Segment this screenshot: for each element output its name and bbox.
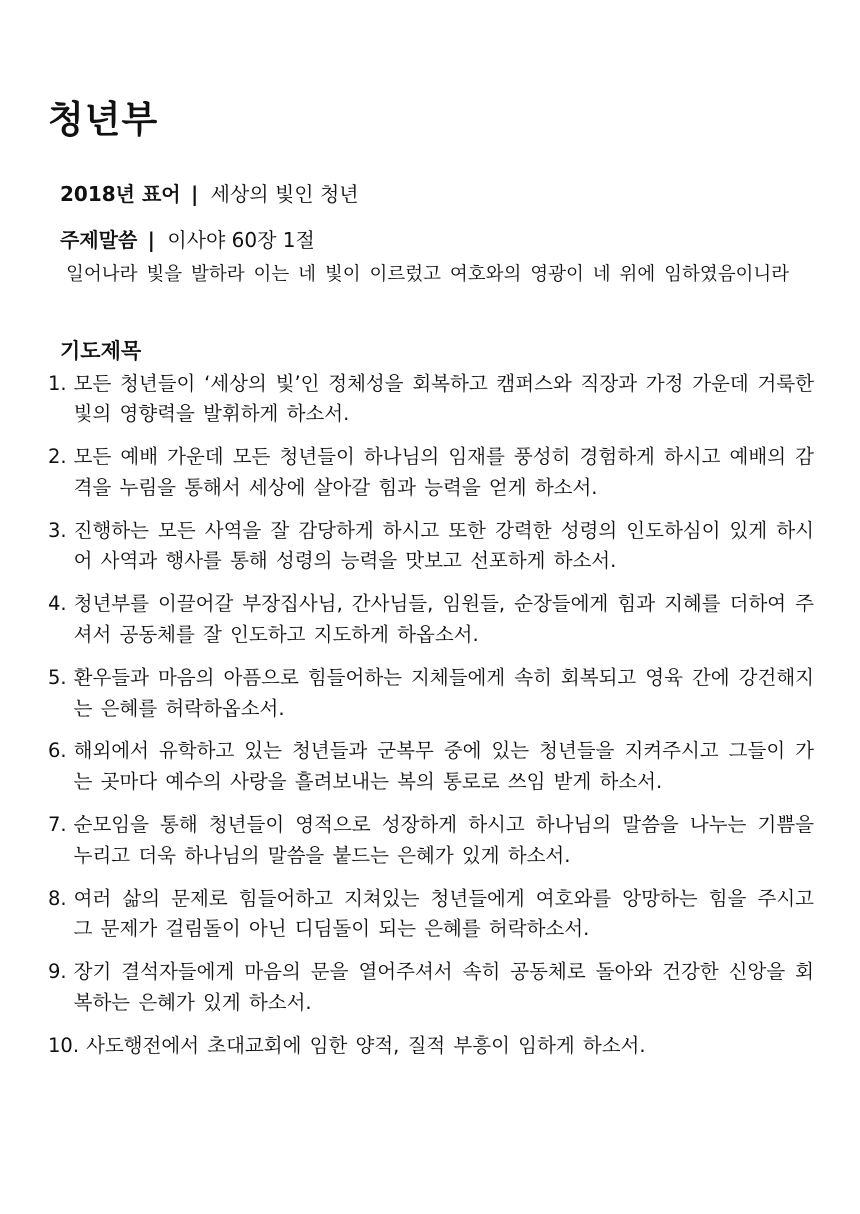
motto-label: 2018년 표어 xyxy=(60,181,181,206)
prayer-item-text: 해외에서 유학하고 있는 청년들과 군복무 중에 있는 청년들을 지켜주시고 그들이 가는 곳마다 예수의 사랑을 흘려보내는 복의 통로로 쓰임 받게 하소서. xyxy=(73,739,814,794)
prayer-item-number: 5. xyxy=(48,665,67,689)
prayer-item-text: 모든 예배 가운데 모든 청년들이 하나님의 임재를 풍성히 경험하게 하시고 예배의 감격을 누림을 통해서 세상에 살아갈 힘과 능력을 얻게 하소서. xyxy=(73,445,814,499)
prayer-section-heading: 기도제목 xyxy=(60,338,142,363)
prayer-list xyxy=(48,369,814,1062)
prayer-item-text: 여러 삶의 문제로 힘들어하고 지쳐있는 청년들에게 여호와를 앙망하는 힘을 주시고 그 문제가 걸림돌이 아닌 디딤돌이 되는 은혜를 허락하소서. xyxy=(73,886,814,941)
prayer-item-number: 4. xyxy=(48,592,67,616)
prayer-item-text: 모든 청년들이 ‘세상의 빛’인 정체성을 회복하고 캠퍼스와 직장과 가정 가운데 거룩한 빛의 영향력을 발휘하게 하소서. xyxy=(73,371,814,426)
prayer-item-number: 9. xyxy=(48,960,67,984)
prayer-item xyxy=(48,589,814,651)
prayer-item-text: 청년부를 이끌어갈 부장집사님, 간사님들, 임원들, 순장들에게 힘과 지혜를 더하여 주셔서 공동체를 잘 인도하고 지도하게 하옵소서. xyxy=(73,592,814,647)
page-title: 청년부 xyxy=(48,98,159,141)
prayer-item-number: 7. xyxy=(48,813,67,837)
theme-verse-text: 일어나라 빛을 발하라 이는 네 빛이 이르렀고 여호와의 영광이 네 위에 임하였음이니라 xyxy=(66,263,790,285)
prayer-item xyxy=(48,957,814,1019)
prayer-item-text: 장기 결석자들에게 마음의 문을 열어주셔서 속히 공동체로 돌아와 건강한 신앙을 회복하는 은혜가 있게 하소서. xyxy=(73,960,814,1015)
prayer-item xyxy=(48,369,814,431)
prayer-item-text: 사도행전에서 초대교회에 임한 양적, 질적 부흥이 임하게 하소서. xyxy=(86,1033,646,1057)
prayer-item xyxy=(48,884,814,946)
prayer-item xyxy=(48,663,814,725)
prayer-item-number: 10. xyxy=(48,1033,80,1057)
motto-value: 세상의 빛인 청년 xyxy=(210,181,359,206)
prayer-item-number: 3. xyxy=(48,518,67,542)
motto-separator: | xyxy=(190,181,199,206)
prayer-item-number: 6. xyxy=(48,739,67,763)
prayer-item-number: 2. xyxy=(48,445,67,469)
prayer-item xyxy=(48,1031,814,1062)
prayer-item-number: 1. xyxy=(48,371,67,395)
prayer-item xyxy=(48,810,814,872)
theme-verse-line xyxy=(60,227,814,253)
prayer-item-text: 환우들과 마음의 아픔으로 힘들어하는 지체들에게 속히 회복되고 영육 간에 강건해지는 은혜를 허락하옵소서. xyxy=(73,665,814,720)
prayer-item-text: 진행하는 모든 사역을 잘 감당하게 하시고 또한 강력한 성령의 인도하심이 있게 하시어 사역과 행사를 통해 성령의 능력을 맛보고 선포하게 하소서. xyxy=(73,518,814,573)
theme-verse-label: 주제말씀 xyxy=(60,227,138,252)
prayer-item xyxy=(48,442,814,504)
theme-verse-reference: 이사야 60장 1절 xyxy=(167,227,315,252)
prayer-item xyxy=(48,736,814,798)
theme-verse-separator: | xyxy=(147,227,155,252)
prayer-item-text: 순모임을 통해 청년들이 영적으로 성장하게 하시고 하나님의 말씀을 나누는 기쁨을 누리고 더욱 하나님의 말씀을 붙드는 은혜가 있게 하소서. xyxy=(73,813,814,867)
prayer-item-number: 8. xyxy=(48,886,67,910)
prayer-item xyxy=(48,516,814,578)
motto-line xyxy=(60,181,814,207)
theme-verse-block xyxy=(60,227,814,291)
